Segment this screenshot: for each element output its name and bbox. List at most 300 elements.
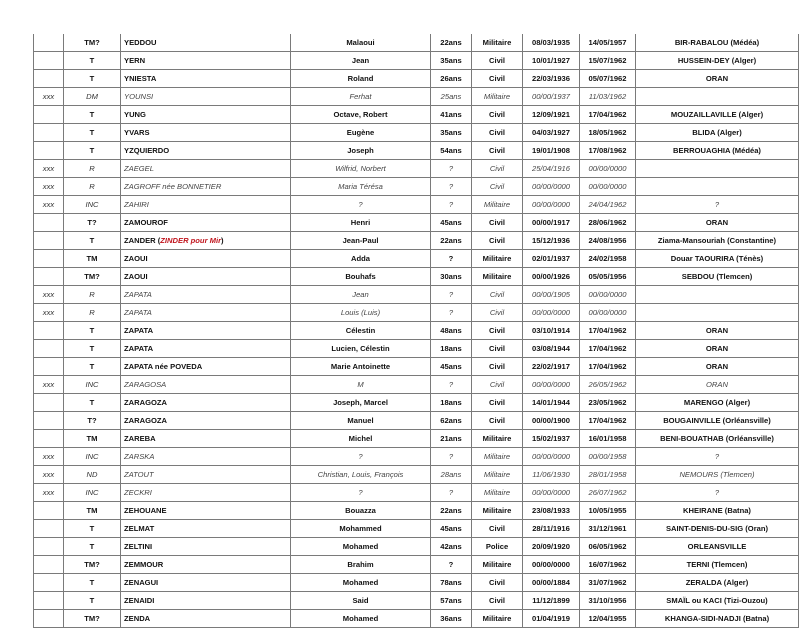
name-cell: [121, 340, 291, 358]
status-cell: T: [64, 394, 121, 412]
firstname-cell: ?: [291, 196, 431, 214]
category-cell: Civil: [472, 574, 523, 592]
place-cell: [636, 88, 799, 106]
birth-date-cell: 22/02/1917: [523, 358, 580, 376]
age-cell: 45ans: [431, 520, 472, 538]
birth-date-cell: 00/00/0000: [523, 448, 580, 466]
mark-cell: [34, 268, 64, 286]
name-cell: [121, 592, 291, 610]
name-cell: [121, 70, 291, 88]
birth-date-cell: 00/00/0000: [523, 178, 580, 196]
mark-cell: [34, 502, 64, 520]
name-cell: [121, 394, 291, 412]
place-cell: TERNI (Tlemcen): [636, 556, 799, 574]
birth-date-cell: 03/08/1944: [523, 340, 580, 358]
place-cell: KHEIRANE (Batna): [636, 502, 799, 520]
status-cell: R: [64, 286, 121, 304]
age-cell: 57ans: [431, 592, 472, 610]
age-cell: 35ans: [431, 52, 472, 70]
firstname-cell: Eugène: [291, 124, 431, 142]
category-cell: Militaire: [472, 34, 523, 52]
place-cell: [636, 160, 799, 178]
place-cell: HUSSEIN-DEY (Alger): [636, 52, 799, 70]
firstname-cell: Henri: [291, 214, 431, 232]
place-cell: KHANGA-SIDI-NADJI (Batna): [636, 610, 799, 628]
place-cell: ORLEANSVILLE: [636, 538, 799, 556]
name-cell: [121, 412, 291, 430]
firstname-cell: Louis (Luis): [291, 304, 431, 322]
birth-date-cell: 04/03/1927: [523, 124, 580, 142]
category-cell: Militaire: [472, 430, 523, 448]
birth-date-cell: 00/00/0000: [523, 376, 580, 394]
age-cell: 22ans: [431, 34, 472, 52]
category-cell: Civil: [472, 412, 523, 430]
category-cell: Civil: [472, 106, 523, 124]
category-cell: Civil: [472, 286, 523, 304]
place-cell: ORAN: [636, 358, 799, 376]
place-cell: MOUZAILLAVILLE (Alger): [636, 106, 799, 124]
category-cell: Civil: [472, 52, 523, 70]
mark-cell: xxx: [34, 286, 64, 304]
table-row: [34, 88, 799, 106]
age-cell: 45ans: [431, 358, 472, 376]
mark-cell: [34, 250, 64, 268]
table-row: [34, 466, 799, 484]
birth-date-cell: 14/01/1944: [523, 394, 580, 412]
death-date-cell: 26/05/1962: [580, 376, 636, 394]
name-cell: [121, 160, 291, 178]
category-cell: Civil: [472, 142, 523, 160]
table-row: [34, 592, 799, 610]
place-cell: ZERALDA (Alger): [636, 574, 799, 592]
birth-date-cell: 00/00/1905: [523, 286, 580, 304]
firstname-cell: Maria Térésa: [291, 178, 431, 196]
birth-date-cell: 20/09/1920: [523, 538, 580, 556]
category-cell: Civil: [472, 520, 523, 538]
surname-text: ZARAGOZA: [124, 416, 168, 425]
surname-text: ZAPATA née POVEDA: [124, 362, 203, 371]
category-cell: Civil: [472, 124, 523, 142]
name-cell: [121, 214, 291, 232]
name-cell: [121, 466, 291, 484]
age-cell: ?: [431, 448, 472, 466]
death-date-cell: 28/01/1958: [580, 466, 636, 484]
birth-date-cell: 11/12/1899: [523, 592, 580, 610]
age-cell: 62ans: [431, 412, 472, 430]
mark-cell: [34, 592, 64, 610]
surname-text: ZANDER: [124, 236, 156, 245]
table-row: [34, 358, 799, 376]
place-cell: ?: [636, 448, 799, 466]
place-cell: BENI-BOUATHAB (Orléansville): [636, 430, 799, 448]
death-date-cell: 31/07/1962: [580, 574, 636, 592]
mark-cell: [34, 520, 64, 538]
name-cell: [121, 502, 291, 520]
table-body: [34, 34, 799, 628]
surname-text: YVARS: [124, 128, 150, 137]
status-cell: T: [64, 142, 121, 160]
firstname-cell: Octave, Robert: [291, 106, 431, 124]
death-date-cell: 26/07/1962: [580, 484, 636, 502]
firstname-cell: Michel: [291, 430, 431, 448]
surname-text: ZAGROFF née BONNETIER: [124, 182, 222, 191]
place-cell: ?: [636, 196, 799, 214]
firstname-cell: M: [291, 376, 431, 394]
birth-date-cell: 00/00/0000: [523, 556, 580, 574]
surname-text: YERN: [124, 56, 146, 65]
death-date-cell: 18/05/1962: [580, 124, 636, 142]
mark-cell: xxx: [34, 196, 64, 214]
surname-text: YOUNSI: [124, 92, 154, 101]
status-cell: T: [64, 70, 121, 88]
birth-date-cell: 15/02/1937: [523, 430, 580, 448]
category-cell: Police: [472, 538, 523, 556]
name-cell: [121, 304, 291, 322]
death-date-cell: 16/01/1958: [580, 430, 636, 448]
age-cell: 18ans: [431, 394, 472, 412]
table-row: [34, 52, 799, 70]
surname-text: YUNG: [124, 110, 146, 119]
death-date-cell: 31/10/1956: [580, 592, 636, 610]
age-cell: ?: [431, 484, 472, 502]
surname-text: ZENAIDI: [124, 596, 155, 605]
status-cell: T: [64, 124, 121, 142]
birth-date-cell: 00/00/1917: [523, 214, 580, 232]
surname-text: ZELMAT: [124, 524, 155, 533]
death-date-cell: 17/04/1962: [580, 106, 636, 124]
firstname-cell: Jean: [291, 286, 431, 304]
age-cell: ?: [431, 304, 472, 322]
status-cell: TM: [64, 250, 121, 268]
table-row: [34, 196, 799, 214]
category-cell: Militaire: [472, 196, 523, 214]
table-row: [34, 286, 799, 304]
place-cell: [636, 178, 799, 196]
status-cell: R: [64, 160, 121, 178]
death-date-cell: 05/07/1962: [580, 70, 636, 88]
death-date-cell: 05/05/1956: [580, 268, 636, 286]
birth-date-cell: 19/01/1908: [523, 142, 580, 160]
surname-text: ZAPATA: [124, 326, 154, 335]
surname-text: ZAREBA: [124, 434, 156, 443]
status-cell: T: [64, 538, 121, 556]
age-cell: 25ans: [431, 88, 472, 106]
birth-date-cell: 00/00/0000: [523, 484, 580, 502]
surname-text: ZAEGEL: [124, 164, 154, 173]
category-cell: Militaire: [472, 556, 523, 574]
place-cell: BERROUAGHIA (Médéa): [636, 142, 799, 160]
firstname-cell: Manuel: [291, 412, 431, 430]
mark-cell: [34, 214, 64, 232]
age-cell: 78ans: [431, 574, 472, 592]
place-cell: [636, 286, 799, 304]
place-cell: SEBDOU (Tlemcen): [636, 268, 799, 286]
death-date-cell: 12/04/1955: [580, 610, 636, 628]
death-date-cell: 06/05/1962: [580, 538, 636, 556]
firstname-cell: ?: [291, 484, 431, 502]
category-cell: Militaire: [472, 448, 523, 466]
table-row: [34, 178, 799, 196]
death-date-cell: 17/04/1962: [580, 322, 636, 340]
age-cell: ?: [431, 250, 472, 268]
age-cell: ?: [431, 160, 472, 178]
mark-cell: [34, 52, 64, 70]
surname-text: ZAPATA: [124, 308, 152, 317]
category-cell: Militaire: [472, 502, 523, 520]
name-cell: ZANDER (ZINDER pour Mir): [121, 232, 291, 250]
table-row: [34, 340, 799, 358]
table-row: [34, 124, 799, 142]
mark-cell: [34, 358, 64, 376]
surname-text: YZQUIERDO: [124, 146, 170, 155]
status-cell: INC: [64, 448, 121, 466]
birth-date-cell: 22/03/1936: [523, 70, 580, 88]
mark-cell: xxx: [34, 88, 64, 106]
category-cell: Militaire: [472, 268, 523, 286]
mark-cell: [34, 538, 64, 556]
surname-text: ZENAGUI: [124, 578, 159, 587]
place-cell: ORAN: [636, 70, 799, 88]
firstname-cell: Bouhafs: [291, 268, 431, 286]
mark-cell: [34, 574, 64, 592]
age-cell: ?: [431, 286, 472, 304]
death-date-cell: 00/00/0000: [580, 178, 636, 196]
mark-cell: [34, 412, 64, 430]
death-date-cell: 11/03/1962: [580, 88, 636, 106]
birth-date-cell: 03/10/1914: [523, 322, 580, 340]
place-cell: [636, 304, 799, 322]
status-cell: TM: [64, 502, 121, 520]
category-cell: Militaire: [472, 250, 523, 268]
table-row: [34, 574, 799, 592]
name-cell: [121, 178, 291, 196]
table-row: [34, 232, 799, 250]
table-row: [34, 484, 799, 502]
surname-text: ZAMOUROF: [124, 218, 168, 227]
table-row: [34, 430, 799, 448]
status-cell: TM: [64, 430, 121, 448]
table-row: [34, 322, 799, 340]
place-cell: ORAN: [636, 340, 799, 358]
table-row: [34, 448, 799, 466]
category-cell: Civil: [472, 394, 523, 412]
name-cell: [121, 250, 291, 268]
firstname-cell: Joseph: [291, 142, 431, 160]
status-cell: TM?: [64, 610, 121, 628]
name-cell: [121, 538, 291, 556]
name-cell: [121, 196, 291, 214]
table-row: [34, 412, 799, 430]
age-cell: 30ans: [431, 268, 472, 286]
table-row: [34, 502, 799, 520]
name-cell: [121, 286, 291, 304]
name-cell: [121, 124, 291, 142]
place-cell: ORAN: [636, 376, 799, 394]
age-cell: 21ans: [431, 430, 472, 448]
firstname-cell: Roland: [291, 70, 431, 88]
age-cell: 35ans: [431, 124, 472, 142]
name-cell: [121, 268, 291, 286]
category-cell: Civil: [472, 340, 523, 358]
firstname-cell: Lucien, Célestin: [291, 340, 431, 358]
age-cell: ?: [431, 376, 472, 394]
mark-cell: xxx: [34, 376, 64, 394]
name-cell: [121, 358, 291, 376]
status-cell: INC: [64, 376, 121, 394]
surname-text: YNIESTA: [124, 74, 157, 83]
firstname-cell: Malaoui: [291, 34, 431, 52]
surname-text: ZAPATA: [124, 344, 154, 353]
table-row: [34, 142, 799, 160]
firstname-cell: Wilfrid, Norbert: [291, 160, 431, 178]
place-cell: Ziama-Mansouriah (Constantine): [636, 232, 799, 250]
age-cell: 22ans: [431, 502, 472, 520]
surname-text: ZEMMOUR: [124, 560, 164, 569]
death-date-cell: 00/00/1958: [580, 448, 636, 466]
age-cell: 45ans: [431, 214, 472, 232]
birth-date-cell: 00/00/1926: [523, 268, 580, 286]
mark-cell: [34, 142, 64, 160]
firstname-cell: Jean-Paul: [291, 232, 431, 250]
age-cell: 26ans: [431, 70, 472, 88]
status-cell: R: [64, 178, 121, 196]
firstname-cell: Brahim: [291, 556, 431, 574]
name-cell: [121, 430, 291, 448]
birth-date-cell: 23/08/1933: [523, 502, 580, 520]
mark-cell: xxx: [34, 448, 64, 466]
age-cell: 41ans: [431, 106, 472, 124]
category-cell: Militaire: [472, 88, 523, 106]
status-cell: INC: [64, 196, 121, 214]
mark-cell: [34, 340, 64, 358]
death-date-cell: 17/04/1962: [580, 340, 636, 358]
firstname-cell: Mohamed: [291, 610, 431, 628]
firstname-cell: Adda: [291, 250, 431, 268]
category-cell: Civil: [472, 592, 523, 610]
name-cell: [121, 142, 291, 160]
category-cell: Civil: [472, 160, 523, 178]
place-cell: ORAN: [636, 214, 799, 232]
mark-cell: xxx: [34, 466, 64, 484]
place-cell: SMAÏL ou KACI (Tizi-Ouzou): [636, 592, 799, 610]
death-date-cell: 00/00/0000: [580, 304, 636, 322]
mark-cell: [34, 232, 64, 250]
status-cell: DM: [64, 88, 121, 106]
firstname-cell: Mohammed: [291, 520, 431, 538]
birth-date-cell: 00/00/0000: [523, 196, 580, 214]
status-cell: TM?: [64, 556, 121, 574]
status-cell: T: [64, 340, 121, 358]
age-cell: 22ans: [431, 232, 472, 250]
firstname-cell: Mohamed: [291, 574, 431, 592]
name-cell: [121, 448, 291, 466]
birth-date-cell: 00/00/1884: [523, 574, 580, 592]
surname-text: ZARSKA: [124, 452, 155, 461]
category-cell: Civil: [472, 232, 523, 250]
age-cell: 54ans: [431, 142, 472, 160]
age-cell: 28ans: [431, 466, 472, 484]
mark-cell: xxx: [34, 304, 64, 322]
category-cell: Civil: [472, 178, 523, 196]
surname-text: ZAHIRI: [124, 200, 149, 209]
birth-date-cell: 02/01/1937: [523, 250, 580, 268]
mark-cell: [34, 322, 64, 340]
death-date-cell: 10/05/1955: [580, 502, 636, 520]
age-cell: ?: [431, 556, 472, 574]
death-date-cell: 24/02/1958: [580, 250, 636, 268]
table-row: [34, 160, 799, 178]
name-note: ZINDER pour Mir: [160, 236, 222, 245]
death-date-cell: 17/04/1962: [580, 358, 636, 376]
birth-date-cell: 00/00/0000: [523, 304, 580, 322]
death-date-cell: 14/05/1957: [580, 34, 636, 52]
firstname-cell: Ferhat: [291, 88, 431, 106]
table-row: [34, 538, 799, 556]
category-cell: Militaire: [472, 610, 523, 628]
name-cell: [121, 610, 291, 628]
birth-date-cell: 11/06/1930: [523, 466, 580, 484]
birth-date-cell: 00/00/1937: [523, 88, 580, 106]
firstname-cell: Mohamed: [291, 538, 431, 556]
age-cell: ?: [431, 178, 472, 196]
status-cell: T: [64, 358, 121, 376]
mark-cell: [34, 430, 64, 448]
mark-cell: xxx: [34, 484, 64, 502]
victims-table: [33, 34, 799, 628]
status-cell: T?: [64, 214, 121, 232]
table-row: [34, 394, 799, 412]
surname-text: ZECKRI: [124, 488, 152, 497]
category-cell: Civil: [472, 70, 523, 88]
table-row: [34, 268, 799, 286]
surname-text: ZARAGOSA: [124, 380, 167, 389]
birth-date-cell: 25/04/1916: [523, 160, 580, 178]
death-date-cell: 28/06/1962: [580, 214, 636, 232]
surname-text: ZATOUT: [124, 470, 154, 479]
birth-date-cell: 28/11/1916: [523, 520, 580, 538]
category-cell: Militaire: [472, 484, 523, 502]
birth-date-cell: 10/01/1927: [523, 52, 580, 70]
place-cell: ORAN: [636, 322, 799, 340]
firstname-cell: Christian, Louis, François: [291, 466, 431, 484]
status-cell: T?: [64, 412, 121, 430]
status-cell: T: [64, 52, 121, 70]
firstname-cell: Marie Antoinette: [291, 358, 431, 376]
category-cell: Civil: [472, 322, 523, 340]
place-cell: ?: [636, 484, 799, 502]
firstname-cell: Bouazza: [291, 502, 431, 520]
firstname-cell: Jean: [291, 52, 431, 70]
place-cell: BOUGAINVILLE (Orléansville): [636, 412, 799, 430]
mark-cell: xxx: [34, 178, 64, 196]
death-date-cell: 00/00/0000: [580, 160, 636, 178]
surname-text: ZENDA: [124, 614, 151, 623]
mark-cell: [34, 394, 64, 412]
age-cell: 42ans: [431, 538, 472, 556]
category-cell: Civil: [472, 358, 523, 376]
mark-cell: [34, 610, 64, 628]
name-cell: [121, 520, 291, 538]
status-cell: T: [64, 106, 121, 124]
status-cell: T: [64, 322, 121, 340]
birth-date-cell: 08/03/1935: [523, 34, 580, 52]
status-cell: INC: [64, 484, 121, 502]
death-date-cell: 15/07/1962: [580, 52, 636, 70]
table-row: [34, 250, 799, 268]
table-row: [34, 376, 799, 394]
age-cell: 48ans: [431, 322, 472, 340]
status-cell: T: [64, 232, 121, 250]
